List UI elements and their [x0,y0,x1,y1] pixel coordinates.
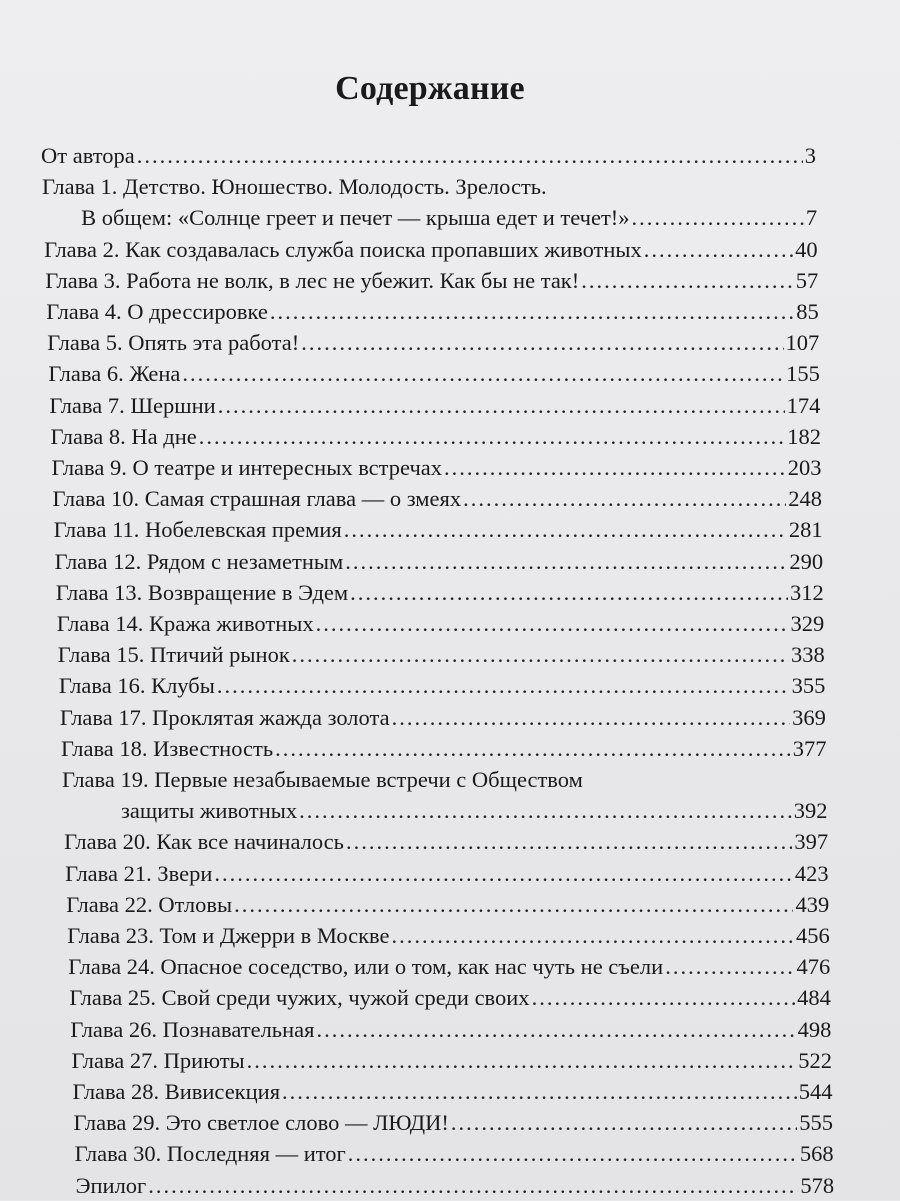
dot-leader [444,452,786,483]
toc-entry-label: Глава 27. Приюты [71,1047,245,1073]
toc-entry-page: 522 [798,1047,832,1073]
dot-leader [532,982,796,1013]
toc-entry-label: Глава 4. О дрессировке [46,299,268,324]
toc-entry-label: Глава 11. Нобелевская премия [53,517,342,543]
toc-entry-ch8 [50,421,821,452]
dot-leader [316,608,789,639]
dot-leader [392,702,791,733]
toc-entry-ch1-line2 [81,202,817,233]
toc-entry-ch19-line1 [62,764,827,795]
dot-leader [316,1014,795,1045]
toc-entry-label: Глава 9. О театре и интересных встречах [51,455,443,480]
toc-entry-label: Глава 23. Том и Джерри в Москве [67,923,390,948]
toc-entry-ch20 [64,826,828,857]
toc-entry-ch16 [59,670,826,701]
toc-entry-page: 578 [800,1172,835,1198]
toc-entry-label: Глава 25. Свой среди чужих, чужой среди своих [69,985,530,1011]
toc-entry-page: 377 [792,735,827,761]
dot-leader [234,889,793,920]
toc-entry-label: Глава 29. Это светлое слово — ЛЮДИ! [73,1110,449,1136]
toc-entry-page: 182 [787,423,821,449]
toc-entry-ch17 [60,702,826,733]
toc-entry-ch5 [47,327,819,358]
toc-entry-page: 484 [797,985,831,1011]
toc-entry-page: 7 [805,205,818,231]
toc-entry-ch12 [55,546,824,577]
dot-leader [247,1045,797,1076]
toc-entry-page: 281 [788,517,823,543]
toc-entry-page: 423 [794,860,829,886]
dot-leader [346,826,792,857]
toc-entry-page: 203 [787,455,822,480]
toc-entry-page: 290 [789,548,824,574]
toc-entry-page: 338 [791,642,825,668]
toc-entry-author [41,140,816,171]
dot-leader [292,639,789,670]
toc-entry-ch22 [66,889,829,920]
toc-entry-page: 397 [794,829,829,855]
toc-entry-label: Глава 14. Кража животных [56,611,314,636]
dot-leader [581,265,793,296]
toc-entry-page: 155 [786,361,820,387]
toc-entry-page: 355 [791,673,826,699]
toc-entry-ch4 [46,296,819,327]
toc-entry-page: 476 [796,954,831,980]
toc-entry-page: 456 [796,923,830,948]
dot-leader [348,1138,798,1169]
toc-entry-label: Глава 3. Работа не волк, в лес не убежит. Как бы не так! [45,267,580,293]
toc-entry-page: 568 [799,1141,834,1167]
dot-leader [282,1076,797,1107]
toc-entry-label: защиты животных [121,798,298,824]
dot-leader [463,483,786,514]
toc-entry-page: 107 [785,330,820,356]
dot-leader [199,421,785,452]
toc-entry-ch9 [52,452,822,483]
toc-entry-label: Глава 20. Как все начиналось [64,829,344,855]
toc-entry-page: 439 [795,891,830,917]
toc-entry-page: 40 [795,236,818,262]
toc-entry-ch18 [61,733,827,764]
toc-entry-label: Глава 22. Отловы [66,891,233,917]
toc-entry-label: Глава 19. Первые незабываемые встречи с Обществом [62,767,583,792]
toc-entry-label: Глава 26. Познавательная [70,1016,315,1042]
dot-leader [275,733,791,764]
toc-entry-page: 544 [798,1079,833,1104]
toc-entry-label: Глава 21. Звери [65,860,213,886]
toc-entry-label: Глава 7. Шершни [49,392,216,418]
toc-entry-ch27 [71,1045,832,1076]
toc-entry-label: От автора [41,143,135,168]
toc-entry-ch15 [58,639,825,670]
toc-entry-label: Глава 2. Как создавалась служба поиска пропавших животных [44,236,642,262]
toc-entry-ch3 [45,265,818,296]
toc-entry-label: Глава 16. Клубы [58,673,215,699]
toc-entry-label: Глава 12. Рядом с незаметным [54,548,344,574]
dot-leader [148,1170,798,1201]
dot-leader [350,577,788,608]
toc-entry-label: Глава 1. Детство. Юношество. Молодость. Зрелость. [42,174,547,200]
toc-entry-ch10 [53,483,823,514]
dot-leader [218,390,785,421]
toc-entry-page: 555 [799,1110,834,1136]
dot-leader [644,234,793,265]
dot-leader [451,1107,797,1138]
toc-entry-ch24 [68,951,830,982]
toc-entry-page: 329 [790,611,825,636]
dot-leader [217,670,790,701]
toc-entry-page: 248 [788,486,823,512]
toc-entry-label: Глава 18. Известность [60,735,274,761]
toc-entry-label: Эпилог [75,1172,147,1198]
toc-entry-label: Глава 24. Опасное соседство, или о том, как нас чуть не съели [68,954,664,980]
toc-entry-ch29 [74,1107,834,1138]
toc-entry-ch2 [44,234,818,265]
toc-entry-page: 312 [789,579,824,605]
dot-leader [345,546,787,577]
toc-entry-ch25 [69,982,831,1013]
toc-entry-label: Глава 6. Жена [48,361,181,387]
toc-entry-label: В общем: «Солнце греет и печет — крыша едет и течет!» [81,205,630,231]
dot-leader [182,358,784,389]
toc-entry-ch14 [57,608,825,639]
toc-entry-ch19-line2 [121,795,828,826]
toc-entry-page: 174 [786,392,821,418]
toc-entry-label: Глава 10. Самая страшная глава — о змеях [52,486,462,512]
dot-leader [137,140,803,171]
toc-entry-ch1-line1 [42,171,817,202]
dot-leader [632,202,804,233]
dot-leader [392,920,794,951]
toc-entry-label: Глава 13. Возвращение в Эдем [55,579,349,605]
toc-entry-ch11 [54,514,823,545]
toc-entry-ch21 [65,858,829,889]
toc-entry-ch13 [56,577,824,608]
toc-entry-ch6 [48,358,820,389]
page-title: Содержание [335,70,525,107]
toc-entry-page: 392 [793,798,828,824]
toc-entry-label: Глава 5. Опять эта работа! [47,330,300,356]
toc-entry-page: 369 [792,704,826,730]
toc-entry-ch30 [75,1138,834,1169]
dot-leader [299,795,792,826]
toc-entry-label: Глава 30. Последняя — итог [74,1141,346,1167]
dot-leader [214,858,792,889]
dot-leader [344,514,787,545]
toc-entry-page: 498 [797,1016,832,1042]
toc-entry-ch28 [73,1076,833,1107]
dot-leader [665,951,794,982]
toc-entry-label: Глава 28. Вивисекция [72,1079,281,1104]
toc-entry-page: 3 [804,143,816,168]
dot-leader [270,296,794,327]
toc-entry-label: Глава 15. Птичий рынок [57,642,290,668]
toc-entry-page: 85 [796,299,819,324]
toc-entry-label: Глава 8. На дне [50,423,197,449]
dot-leader [301,327,783,358]
toc-entry-ch7 [49,390,820,421]
toc-entry-ch23 [67,920,830,951]
toc-entry-epilogue [76,1170,835,1201]
toc-entry-page: 57 [795,267,819,293]
toc-entry-label: Глава 17. Проклятая жажда золота [59,704,390,730]
toc-entry-ch26 [70,1014,831,1045]
